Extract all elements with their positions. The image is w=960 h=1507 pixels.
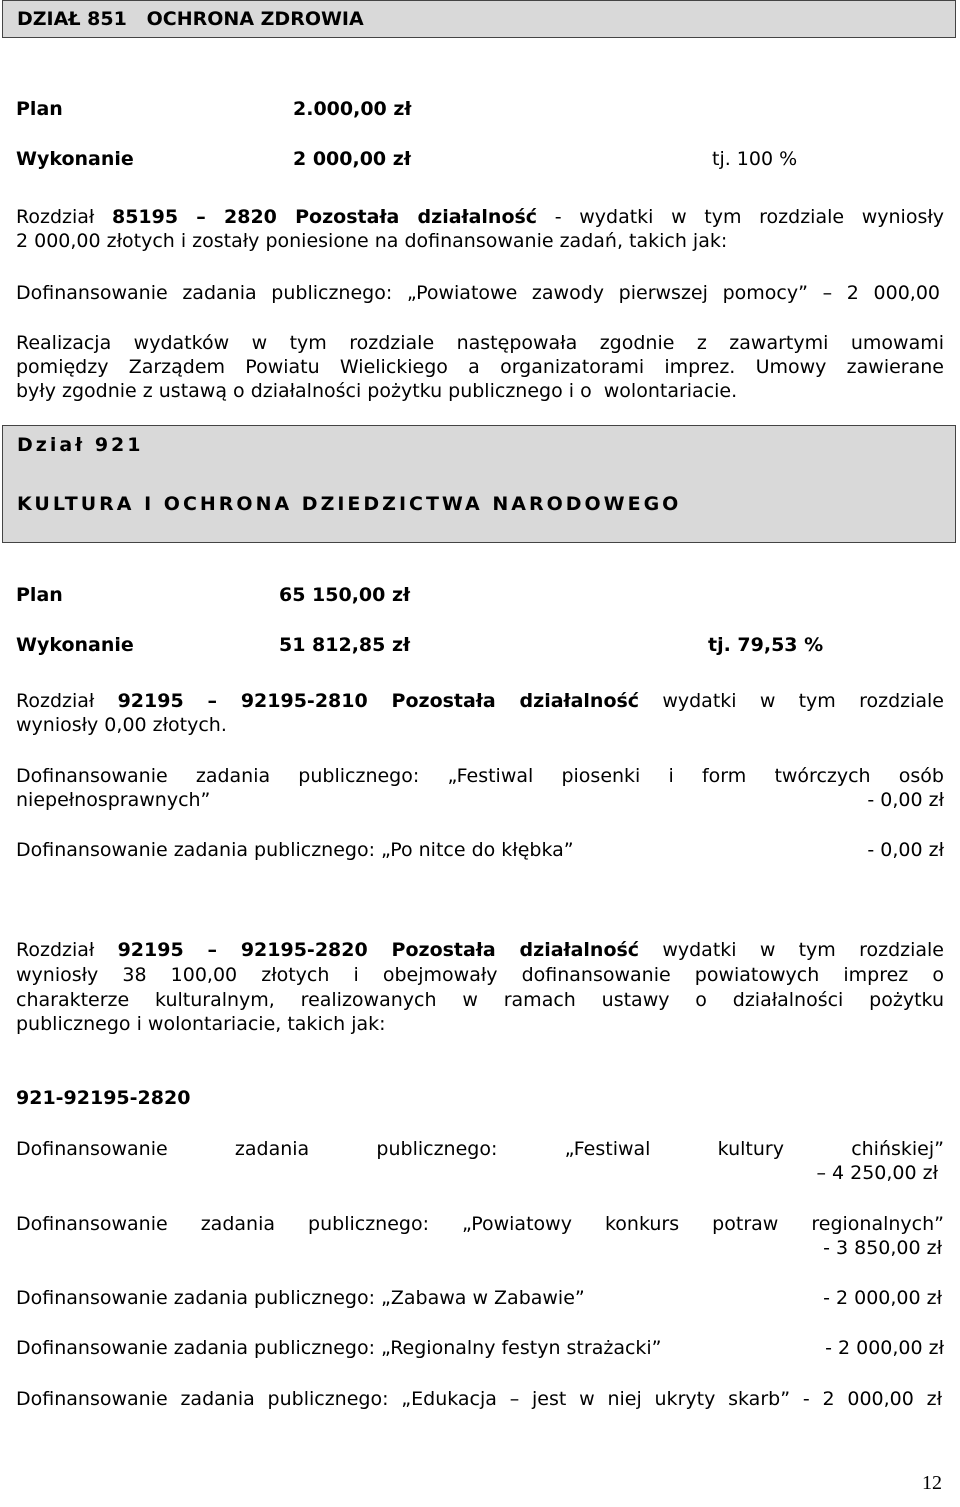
task-first-aid: Dofinansowanie zadania publicznego: „Powiatowe zawody pierwszej pomocy” – 2 000,00 bbox=[16, 282, 940, 304]
exec-label-921: Wykonanie bbox=[16, 634, 134, 656]
chapter-2820-text-line2: wyniosły 38 100,00 złotych i obejmowały dofinansowanie powiatowych imprez o bbox=[16, 964, 944, 986]
chapter-85195-text-line2: 2 000,00 złotych i zostały poniesione na dofinansowanie zadań, takich jak: bbox=[16, 230, 728, 252]
realization-para-line1: Realizacja wydatków w tym rozdziale następowała zgodnie z zawartymi umowami bbox=[16, 332, 944, 354]
task-po-nitce: Dofinansowanie zadania publicznego: „Po nitce do kłębka” bbox=[16, 839, 574, 861]
task-zabawa: Dofinansowanie zadania publicznego: „Zabawa w Zabawie” bbox=[16, 1287, 585, 1309]
exec-value-921: 51 812,85 zł bbox=[279, 634, 411, 656]
realization-para-line3: były zgodnie z ustawą o działalności pożytku publicznego i o wolontariacie. bbox=[16, 380, 738, 402]
exec-pct-851: tj. 100 % bbox=[712, 148, 798, 170]
chapter-2810-text-line1: Rozdział 92195 – 92195-2810 Pozostała działalność wydatki w tym rozdziale bbox=[16, 690, 944, 712]
section-851-heading: DZIAŁ 851 OCHRONA ZDROWIA bbox=[17, 8, 364, 30]
task-edukacja: Dofinansowanie zadania publicznego: „Edukacja – jest w niej ukryty skarb” - 2 000,00 zł bbox=[16, 1388, 942, 1410]
task-festyn-amount: - 2 000,00 zł bbox=[825, 1337, 944, 1359]
task-festival-song-amount: - 0,00 zł bbox=[867, 789, 944, 811]
section-921-header-box bbox=[2, 425, 956, 543]
chapter-2820-text-line3: charakterze kulturalnym, realizowanych w ramach ustawy o działalności pożytku bbox=[16, 989, 944, 1011]
page-number: 12 bbox=[922, 1472, 942, 1494]
exec-value-851: 2 000,00 zł bbox=[293, 148, 411, 170]
section-921-title: KULTURA I OCHRONA DZIEDZICTWA NARODOWEGO bbox=[17, 493, 682, 515]
task-chinese-culture-amount: – 4 250,00 zł bbox=[816, 1162, 938, 1184]
chapter-85195-text-line1: Rozdział 85195 – 2820 Pozostała działalność - wydatki w tym rozdziale wyniosły bbox=[16, 206, 945, 228]
budget-code: 921-92195-2820 bbox=[16, 1087, 191, 1109]
exec-label-851: Wykonanie bbox=[16, 148, 134, 170]
task-festyn: Dofinansowanie zadania publicznego: „Regionalny festyn strażacki” bbox=[16, 1337, 662, 1359]
realization-para-line2: pomiędzy Zarządem Powiatu Wielickiego a organizatorami imprez. Umowy zawierane bbox=[16, 356, 944, 378]
task-festival-song-line2: niepełnosprawnych” bbox=[16, 789, 211, 811]
chapter-2810-text-line2: wyniosły 0,00 złotych. bbox=[16, 714, 227, 736]
task-festival-song-line1: Dofinansowanie zadania publicznego: „Festiwal piosenki i form twórczych osób bbox=[16, 765, 944, 787]
exec-pct-921: tj. 79,53 % bbox=[708, 634, 824, 656]
task-po-nitce-amount: - 0,00 zł bbox=[867, 839, 944, 861]
chapter-2820-text-line1: Rozdział 92195 – 92195-2820 Pozostała działalność wydatki w tym rozdziale bbox=[16, 939, 944, 961]
task-chinese-culture: Dofinansowanie zadania publicznego: „Festiwal kultury chińskiej” bbox=[16, 1138, 944, 1160]
plan-value-921: 65 150,00 zł bbox=[279, 584, 411, 606]
plan-value-851: 2.000,00 zł bbox=[293, 98, 412, 120]
chapter-2820-text-line4: publicznego i wolontariacie, takich jak: bbox=[16, 1013, 386, 1035]
task-regional-dishes: Dofinansowanie zadania publicznego: „Powiatowy konkurs potraw regionalnych” bbox=[16, 1213, 944, 1235]
task-zabawa-amount: - 2 000,00 zł bbox=[823, 1287, 942, 1309]
section-921-heading: Dział 921 bbox=[17, 434, 144, 456]
plan-label-921: Plan bbox=[16, 584, 63, 606]
section-851-header-box bbox=[2, 0, 956, 38]
plan-label-851: Plan bbox=[16, 98, 63, 120]
task-regional-dishes-amount: - 3 850,00 zł bbox=[823, 1237, 942, 1259]
